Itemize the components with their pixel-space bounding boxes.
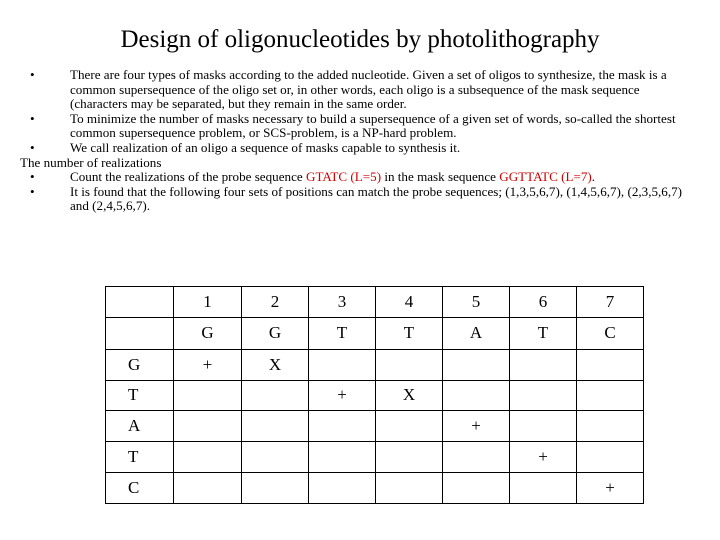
bullet-icon: • (30, 169, 35, 185)
bullet-found-sets (20, 185, 692, 214)
match-cell (510, 472, 577, 503)
probe-label: A (106, 411, 174, 442)
corner-cell (106, 317, 174, 349)
bullet-count (20, 170, 692, 185)
bullet-text: It is found that the following four sets of positions can match the probe sequences; (1,3,5,6,7), (1,4,5,6,7), (2,3,5,6,7) and (2,4,5,6,7). (70, 183, 683, 214)
section-heading: The number of realizations (20, 154, 162, 170)
probe-label: C (106, 472, 174, 503)
match-cell (309, 442, 376, 473)
probe-row (106, 411, 644, 442)
probe-row (106, 380, 644, 411)
match-cell (577, 411, 644, 442)
position-cell: 3 (309, 287, 376, 318)
match-cell (242, 442, 309, 473)
match-cell: X (376, 380, 443, 411)
match-cell: X (242, 349, 309, 380)
bullet-text-middle: in the mask sequence (381, 169, 500, 185)
match-cell (174, 411, 242, 442)
corner-cell (106, 287, 174, 318)
probe-row (106, 472, 644, 503)
match-cell: + (577, 472, 644, 503)
bullet-text-before: Count the realizations of the probe sequence (70, 169, 306, 185)
bullet-text: To minimize the number of masks necessary to build a supersequence of a given set of words, so-called the shortest common supersequence problem, or SCS-problem, is a NP-hard problem. (70, 110, 676, 141)
bullet-scs-problem (20, 112, 692, 141)
match-cell (510, 380, 577, 411)
position-cell: 5 (443, 287, 510, 318)
position-cell: 1 (174, 287, 242, 318)
bullet-text: There are four types of masks according to the added nucleotide. Given a set of oligos to synthesize, the mask is a common supersequence of the oligo set or, in other words, each oligo is a subsequence of the mask sequence (characters may be separated, but they remain in the same order. (70, 67, 667, 112)
bullet-masks (20, 68, 692, 112)
match-cell (577, 380, 644, 411)
mask-cell: A (443, 317, 510, 349)
match-cell (376, 472, 443, 503)
mask-cell: T (376, 317, 443, 349)
match-cell (443, 380, 510, 411)
mask-row (106, 317, 644, 349)
position-row (106, 287, 644, 318)
position-cell: 2 (242, 287, 309, 318)
match-cell (242, 411, 309, 442)
match-cell: + (510, 442, 577, 473)
probe-label: T (106, 380, 174, 411)
bullet-text: We call realization of an oligo a sequence of masks capable to synthesis it. (70, 139, 461, 155)
match-cell (510, 349, 577, 380)
match-cell (174, 380, 242, 411)
match-cell (309, 349, 376, 380)
match-cell (174, 472, 242, 503)
match-cell (577, 349, 644, 380)
mask-cell: G (242, 317, 309, 349)
match-cell: + (443, 411, 510, 442)
probe-sequence: GTATC (L=5) (305, 169, 382, 185)
position-cell: 4 (376, 287, 443, 318)
mask-cell: T (510, 317, 577, 349)
match-cell (443, 442, 510, 473)
match-cell (376, 349, 443, 380)
probe-label: G (106, 349, 174, 380)
probe-label: T (106, 442, 174, 473)
match-cell: + (174, 349, 242, 380)
bullet-icon: • (30, 67, 35, 82)
slide-content (20, 68, 692, 214)
page-title: Design of oligonucleotides by photolithography (120, 26, 600, 53)
bullet-icon: • (30, 139, 35, 155)
bullet-icon: • (30, 110, 35, 126)
mask-cell: G (174, 317, 242, 349)
bullet-text-after: . (591, 169, 596, 185)
mask-cell: C (577, 317, 644, 349)
realization-table (105, 286, 644, 504)
probe-row (106, 442, 644, 473)
match-cell (443, 349, 510, 380)
match-cell (577, 442, 644, 473)
match-cell (510, 411, 577, 442)
match-cell (443, 472, 510, 503)
match-cell (376, 411, 443, 442)
mask-cell: T (309, 317, 376, 349)
position-cell: 7 (577, 287, 644, 318)
match-cell (309, 472, 376, 503)
match-cell: + (309, 380, 376, 411)
match-cell (242, 380, 309, 411)
bullet-realization (20, 141, 692, 156)
position-cell: 6 (510, 287, 577, 318)
match-cell (174, 442, 242, 473)
match-cell (309, 411, 376, 442)
mask-sequence: GGTTATC (L=7) (499, 169, 592, 185)
bullet-icon: • (30, 183, 35, 199)
match-cell (242, 472, 309, 503)
match-cell (376, 442, 443, 473)
probe-row (106, 349, 644, 380)
